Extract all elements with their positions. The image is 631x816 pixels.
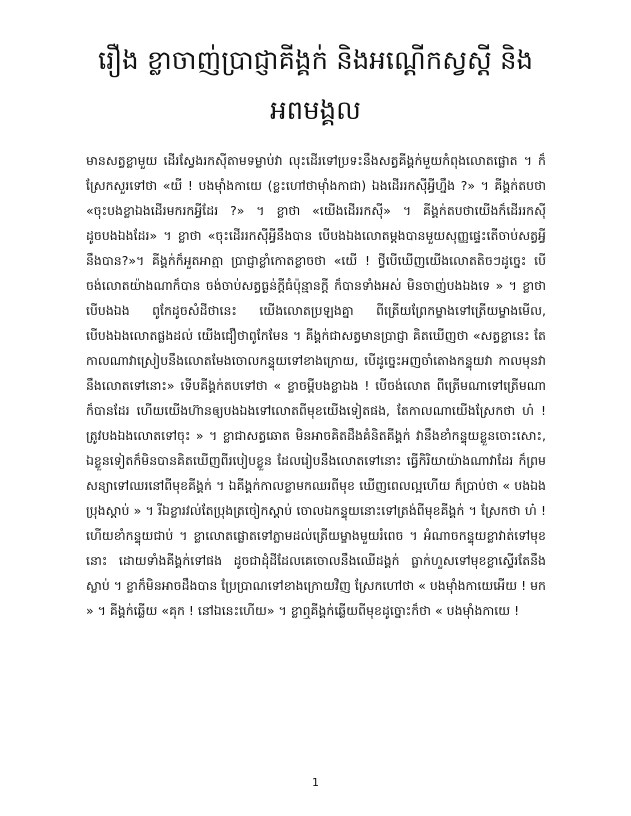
story-body-paragraph: មានសត្វខ្លាមួយ ដើរស្វែងរកស៊ីតាមទម្លាប់វា លុះដើរទៅប្រទះនឹងសត្វគីង្គក់មួយកំពុងលោតផ្លោត ។ ក៏ស្រែកសួរទៅថា «យី ! បងម៉ាំងកាយេ (ខ្លះហៅថាម៉ាំងកាជា) ឯងដើររកស៊ីអ្វីហ្នឹង ?» ។ គីង្គក់តបថា «ចុះបងខ្លាឯងដើរមករកអ្វីដែរ ?» ។ ខ្លាថា «យើងដើររកស៊ី» ។ គីង្គក់តបថាយើងក៏ដើររកស៊ី ដូចបងឯងដែរ» ។ ខ្លាថា «ចុះដើររកស៊ីអ្វីនឹងបាន បើបងឯងលោតម្តងបានមួយសុញ្ញផ្ទេះតើចាប់សត្វអ្វីនឹងបាន?»។ គីង្គក់ក៏អួតអាត្មា ប្រាជ្ញាខ្លាំកោតខ្លាចថា «យើ ! ថ្វីបើឃើញយើងលោតតិចៗដូច្នេះ បើចង់លោតយ៉ាងណាក៏បាន ចង់ចាប់សត្វធ្ងន់ក្តីធំប៉ុន្មានក្តី ក៏បានទាំងអស់ មិនចាញ់បងឯងទេ » ។ ខ្លាថា បើបងឯង ពូកែដូចសំដីថានេះ យើងលោតប្រឡងគ្នា ពីត្រើយព្រែកម្ខាងទៅត្រើយម្ខាងមើល, បើបងឯងលោតផ្លងដល់ យើងជឿថាពូកែមែន ។ គីង្គក់ជាសត្វមានប្រាជ្ញា គិតឃើញថា «សត្វខ្លានេះ តែកាលណាវាស្រៀបនឹងលោតមែងចោលកន្ទុយទៅខាងក្រោយ, បើដូច្នេះអញចាំតោងកន្ទុយវា កាលមុនវានឹងលោតទៅនោះ» ទើបគីង្គក់តបទៅថា « ខ្លាចម្ពីបងខ្លាឯង ! បើចង់លោត ពីត្រើមណាទៅត្រើមណា ក៏បានដែរ ហើយយើងហ៊ានឲ្យបងឯងទៅលោតពីមុខយើងទៀតផង, តែកាលណាយើងស្រែកថា ហ៎ ! ត្រូវបងឯងលោតទៅចុះ » ។ ខ្លាជាសត្វឆោត មិនអាចគិតដឹងគំនិតគីង្គក់ វានឹងខាំកន្ទុយខ្លួនចោះសោះ, ឯខ្លួនទៀតក៏មិនបានគិតឃើញពីរបៀបខ្លួន ដែលរៀបនឹងលោតទៅនោះ ធ្វើកិរិយាយ៉ាងណាវាដែរ ក៏ព្រមសន្យាទៅឈរនៅពីមុខគីង្គក់ ។ ឯគីង្គក់កាលខ្លាមកឈរពីមុខ ឃើញពេលល្អហើយ ក៏ប្រាប់ថា « បងឯងប្រុងស្តាប់ » ។ រីឯខ្លារវល់តែប្រុងត្រចៀកស្តាប់ ចោលឯកន្ទុយនោះទៅត្រង់ពីមុខគីង្គក់ ។ ស្រែកថា ហ៎ ! ហើយខាំកន្ទុយជាប់ ។ ខ្លាលោតផ្លោតទៅភ្លាមដល់ត្រើយម្ខាងមួយរំពេច ។ អំណាចកន្ទុយខ្លាវាត់ទៅមុខនោះ ដោយទាំងគីង្គក់ទៅផង ដូចជាដុំដីដែលគេចោលនឹងឈើដង្គក់ ធ្លាក់ហួសទៅមុខខ្លាស្ទើរតែនឹងស្លាប់ ។ ខ្លាក៏មិនអាចដឹងបាន ប្រែប្រាណទៅខាងក្រោយវិញ ស្រែកហៅថា « បងម៉ាំងកាយេអើយ ! មក » ។ គីង្គក់ឆ្លើយ «គុក ! នៅឯនេះហើយ» ។ ខ្លាឮគីង្គក់ឆ្លើយពីមុខដូច្នោះក៏ថា « បងម៉ាំងកាយេ ! <box>86 153 546 618</box>
page-number: 1 <box>312 776 319 789</box>
story-title: រឿង ខ្លាចាញ់ប្រាជ្ញាគីង្គក់ និងអណ្តើកស្វស្តី និង អពមង្គល <box>97 46 534 126</box>
